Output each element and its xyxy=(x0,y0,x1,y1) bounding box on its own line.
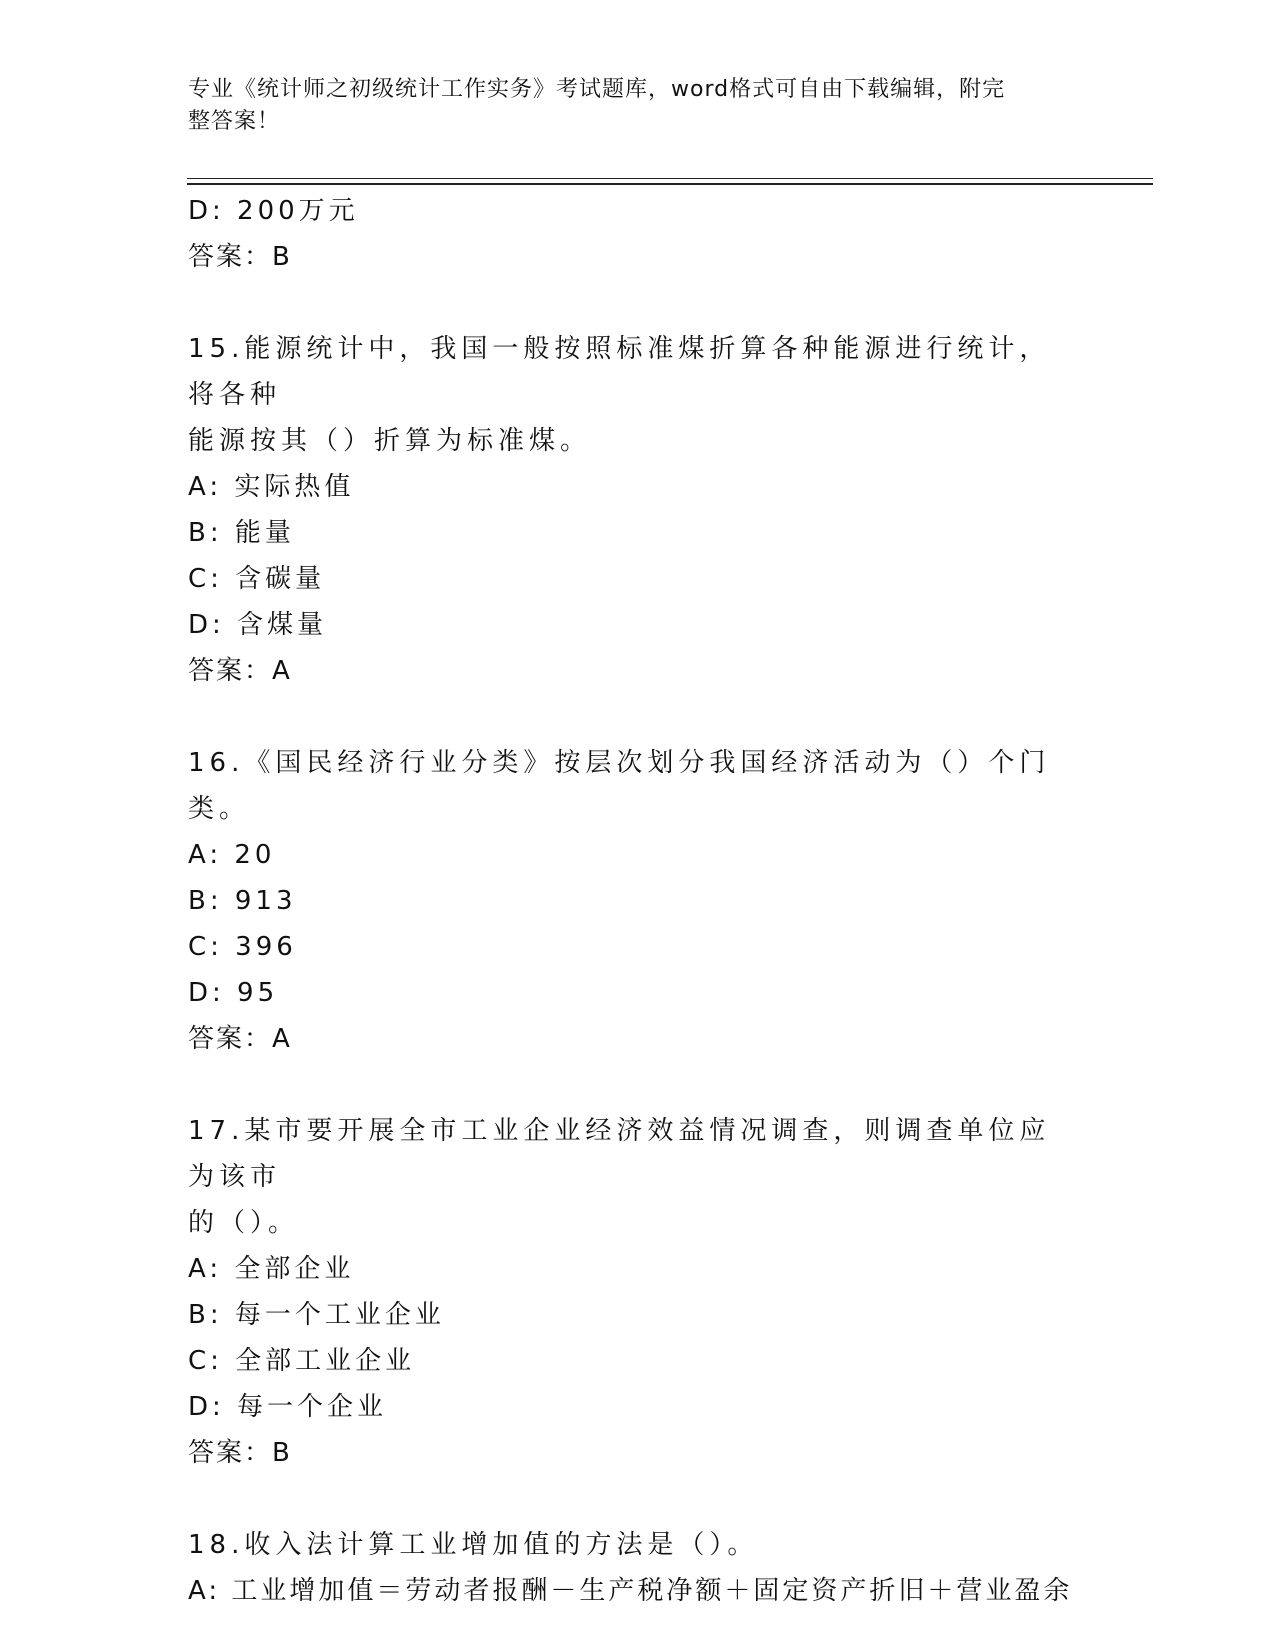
spacer xyxy=(188,280,1088,326)
question-15-option-b: B: 能量 xyxy=(188,518,295,548)
question-17-option-b: B: 每一个工业企业 xyxy=(188,1300,445,1330)
header-line-2: 整答案！ xyxy=(188,109,281,134)
question-16-option-a: A: 20 xyxy=(188,840,276,870)
question-17-option-a: A: 全部企业 xyxy=(188,1254,355,1284)
question-16-option-b: B: 913 xyxy=(188,886,297,916)
header-divider-thin xyxy=(187,178,1153,179)
header-divider-thick xyxy=(187,183,1153,185)
prev-option-d: D: 200万元 xyxy=(188,196,359,226)
question-17-option-d: D: 每一个企业 xyxy=(188,1392,388,1422)
document-header xyxy=(188,74,1088,138)
question-16-answer: 答案：A xyxy=(188,1024,292,1054)
question-17-stem-line-1: 17.某市要开展全市工业企业经济效益情况调查，则调查单位应为该市 xyxy=(188,1116,1051,1192)
header-line-1: 专业《统计师之初级统计工作实务》考试题库，word格式可自由下载编辑，附完 xyxy=(188,77,1006,102)
prev-answer: 答案：B xyxy=(188,242,292,272)
spacer xyxy=(188,1476,1088,1522)
question-15-stem-line-1: 15.能源统计中，我国一般按照标准煤折算各种能源进行统计，将各种 xyxy=(188,334,1051,410)
question-17-answer: 答案：B xyxy=(188,1438,292,1468)
question-15-stem-line-2: 能源按其（）折算为标准煤。 xyxy=(188,426,592,456)
spacer xyxy=(188,694,1088,740)
question-17-stem-line-2: 的（）。 xyxy=(188,1208,300,1238)
question-17-option-c: C: 全部工业企业 xyxy=(188,1346,416,1376)
question-15-answer: 答案：A xyxy=(188,656,292,686)
question-16-option-d: D: 95 xyxy=(188,978,279,1008)
question-18-stem: 18.收入法计算工业增加值的方法是（）。 xyxy=(188,1530,759,1560)
question-content xyxy=(188,188,1088,1614)
spacer xyxy=(188,1062,1088,1108)
question-15-option-d: D: 含煤量 xyxy=(188,610,328,640)
question-18-option-a: A: 工业增加值＝劳动者报酬－生产税净额＋固定资产折旧＋营业盈余 xyxy=(188,1576,1073,1606)
question-16-stem: 16.《国民经济行业分类》按层次划分我国经济活动为（）个门类。 xyxy=(188,748,1051,824)
question-15-option-a: A: 实际热值 xyxy=(188,472,355,502)
question-15-option-c: C: 含碳量 xyxy=(188,564,326,594)
question-16-option-c: C: 396 xyxy=(188,932,297,962)
